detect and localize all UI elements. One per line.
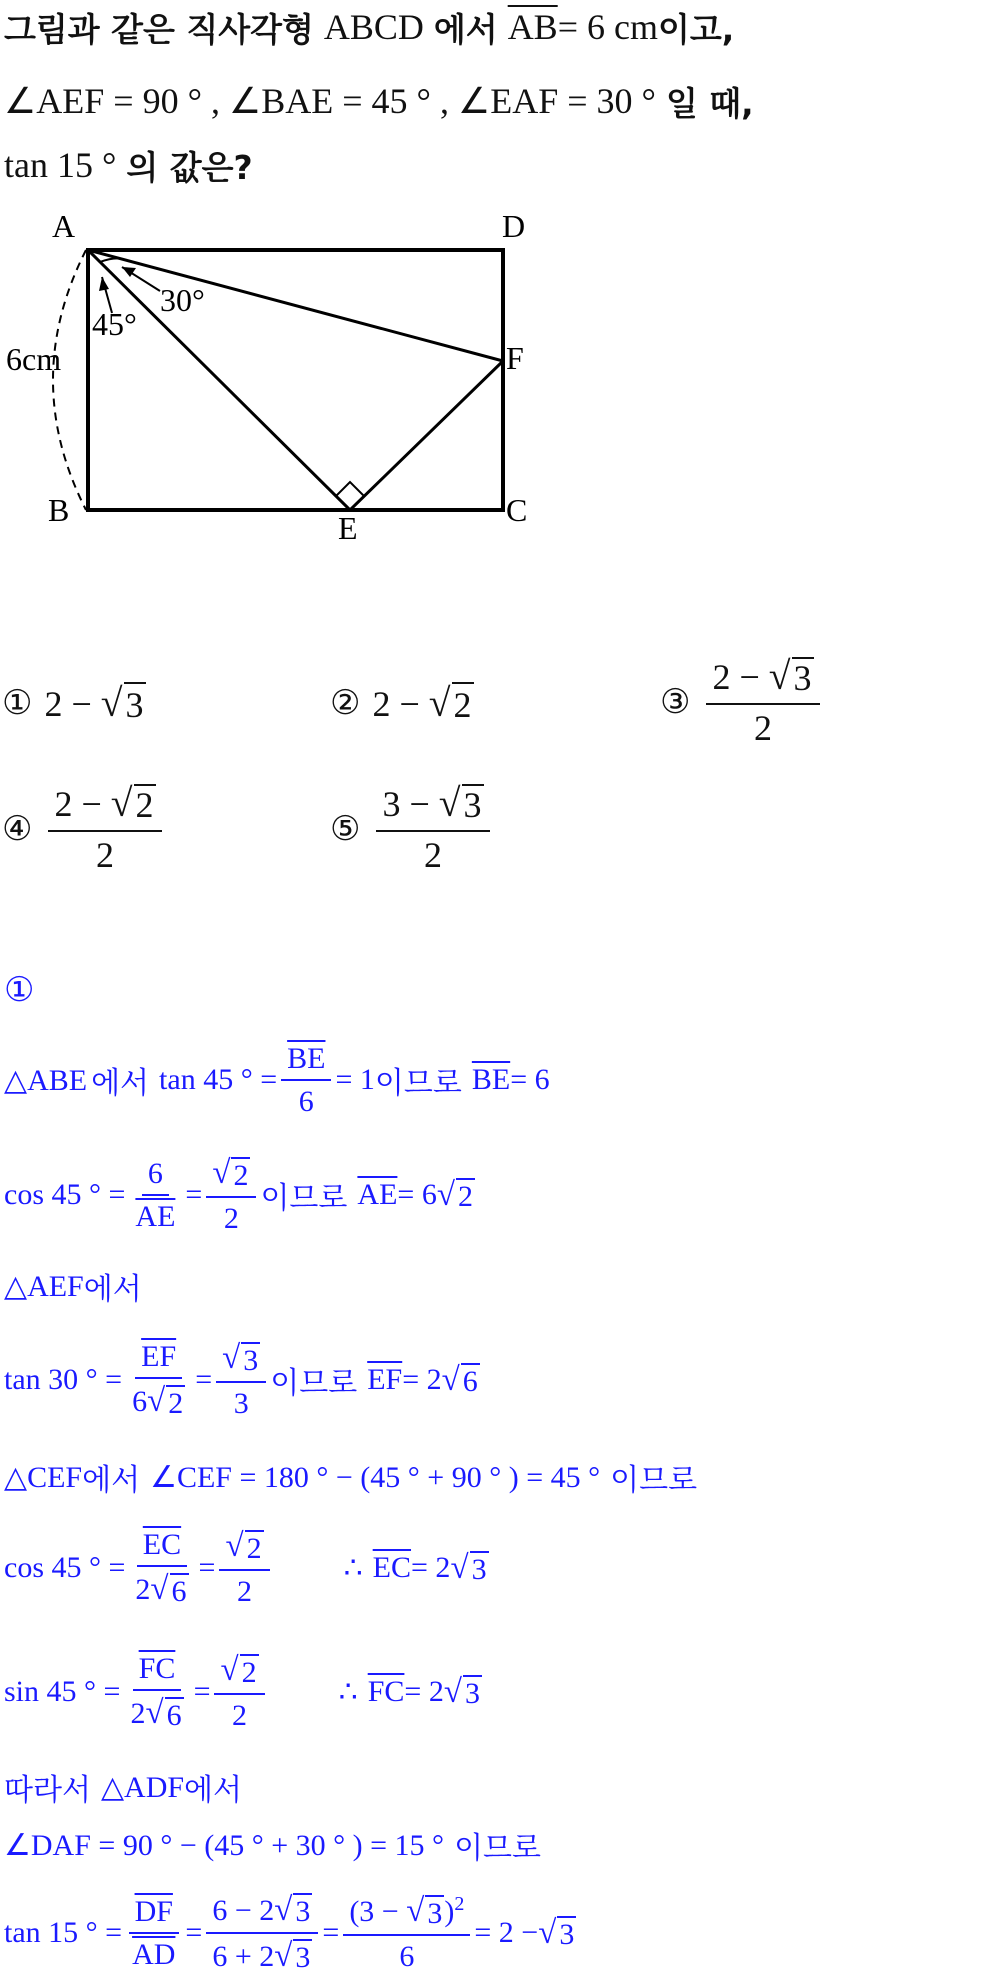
choice-term: 3 − [382,784,430,824]
fraction: √ 2 2 [206,1155,256,1234]
choice-mark: ④ [2,808,33,849]
choice-2[interactable] [330,680,474,726]
choice-term: 2 − [372,684,420,724]
choice-fraction [706,655,819,748]
numerator: $\overline{EF}$ [135,1340,182,1379]
korean-text: 에서 [91,1066,150,1101]
sqrt: √ 3 [450,1549,487,1586]
problem-text: 그림과 같은 직사각형 [4,9,314,49]
solution-line-8 [4,1762,242,1812]
denominator: 6 [399,1939,415,1973]
numerator-term: (3 − [349,1895,399,1929]
fraction [281,1042,331,1118]
radicand: 3 [559,1917,575,1951]
radicand: 3 [295,1895,311,1928]
choice-5[interactable] [330,782,494,875]
math-text: tan 30 ° = [4,1363,123,1396]
math-text: = 2 [404,1675,444,1708]
korean-text: 이므로 [270,1366,358,1401]
choice-1[interactable] [2,680,146,726]
choice-term: 2 − [44,684,92,724]
radicand: 6 [462,1364,478,1398]
math-text: = 2 [402,1363,442,1396]
radicand: 3 [124,682,146,726]
equals: = [322,1916,340,1949]
fraction [129,1157,181,1233]
korean-text: 이므로 [260,1181,348,1216]
vertex-a: A [52,208,76,244]
sqrt: √ 3 [438,781,482,825]
math-text: ∠CEF = 180 ° − (45 ° + 90 ° ) = 45 ° [150,1460,601,1494]
korean-text: 이므로 [374,1066,462,1101]
korean-text: 에서 [82,1463,141,1498]
answer-mark [4,968,34,1012]
denominator: AD [132,1938,176,1971]
sqrt: √ 2 [436,1176,473,1213]
fraction: 6 − 2 √ 3 6 + 2 √ 3 [206,1892,318,1975]
segment-ae [88,250,350,510]
choice-fraction [376,782,489,875]
sqrt: √ 2 [110,781,154,825]
equals: = [198,1551,216,1584]
radicand: 3 [464,1676,480,1710]
segment: $\overline{EF}$ [367,1363,403,1396]
segment: $\overline{EC}$ [372,1551,412,1584]
problem-text: 에서 [433,9,498,49]
length-value: = 6 cm [557,7,658,47]
korean-text: 에서 [184,1773,243,1808]
vertex-b: B [48,492,70,528]
choice-value [372,680,473,726]
radicand: 2 [135,784,154,825]
triangle-name: △CEF [4,1460,83,1494]
sqrt: √ 3 [443,1673,480,1710]
choice-mark: ② [330,683,361,723]
korean-text: 이므로 [610,1463,698,1498]
equals: = [195,1363,213,1396]
sqrt: √ 2 [428,681,472,725]
fraction: $\overline{EC}$ 2 √ 6 [135,1528,187,1608]
denominator: AE [135,1200,176,1233]
solution-line-4 [4,1330,480,1430]
choice-4[interactable] [2,782,166,875]
korean-text: 에서 [83,1272,142,1307]
vertex-d: D [502,208,526,244]
segment-ab: $\overline{AB}$ [507,7,558,47]
problem-line-3 [4,140,253,190]
fraction: √ 3 3 [216,1340,266,1419]
problem-line-2 [4,76,754,126]
problem-text: 일 때, [665,83,754,123]
angle-45-label: 45° [92,306,137,342]
choice-term: 2 − [712,657,760,697]
radicand: 2 [452,682,474,726]
denominator: 2 [754,707,772,748]
denominator: 2 [424,834,442,875]
side-length-label: 6cm [6,341,62,377]
radicand: 2 [246,1531,262,1565]
math-text: = 1 [335,1063,375,1096]
equals: = [193,1675,211,1708]
denominator: 6 [298,1085,314,1118]
choice-mark: ⑤ [330,808,361,849]
therefore-symbol: ∴ [338,1675,358,1709]
math-text: ∠DAF = 90 ° − (45 ° + 30 ° ) = 15 ° [4,1828,445,1862]
numerator: $\overline{FC}$ [133,1652,182,1691]
answer-value: ① [4,970,35,1010]
paren: ) [444,1895,455,1929]
numerator: $\overline{BE}$ [281,1042,331,1081]
math-text: tan 45 ° = [159,1063,278,1096]
numerator: $\overline{EC}$ [137,1528,187,1567]
segment-ef [350,361,503,510]
math-text: sin 45 ° = [4,1675,121,1708]
radicand: 2 [241,1655,257,1689]
solution-line-9 [4,1820,541,1870]
radicand: 2 [233,1158,249,1192]
segment: $\overline{AE}$ [357,1178,398,1211]
angle-30-label: 30° [160,282,205,318]
rect-label: ABCD [323,7,424,47]
math-text: cos 45 ° = [4,1551,126,1584]
solution-line-7 [4,1642,482,1742]
angle-arc [100,258,122,262]
solution-line-1 [4,1030,550,1130]
choice-mark: ① [2,683,33,723]
radicand: 3 [427,1896,443,1930]
rectangle-abcd [88,250,503,510]
fraction: $\overline{EF}$ 6 √ 2 [132,1340,184,1420]
angle-conditions: ∠AEF = 90 ° , ∠BAE = 45 ° , ∠EAF = 30 ° [4,81,656,121]
problem-text: 의 값은? [126,147,253,187]
vertex-f: F [506,340,524,376]
therefore-symbol: ∴ [343,1551,363,1585]
denominator-term: 6 + 2 [212,1940,275,1973]
radicand: 2 [168,1386,184,1420]
choice-3[interactable] [660,655,824,748]
sqrt: √ 3 [538,1914,575,1951]
equals: = [185,1916,203,1949]
fraction: √ 2 2 [219,1528,269,1607]
radicand: 3 [793,657,812,698]
math-text: = 2 − [474,1916,539,1949]
sqrt: √ 3 [768,654,812,698]
fraction [126,1895,181,1971]
radicand: 3 [471,1552,487,1586]
radicand: 3 [463,784,482,825]
solution-line-6 [4,1518,489,1618]
denominator-term: 2 [135,1573,151,1607]
question-expression: tan 15 ° [4,145,117,185]
equals: = [185,1178,203,1211]
radicand: 3 [243,1343,259,1377]
choice-fraction [48,782,161,875]
radicand: 2 [457,1179,473,1213]
triangle-name: △ADF [100,1770,185,1804]
solution-line-10 [4,1882,576,1984]
korean-text: 이므로 [454,1831,542,1866]
segment: $\overline{BE}$ [471,1063,511,1096]
exponent: 2 [454,1893,465,1916]
denominator: 2 [96,834,114,875]
korean-text: 따라서 [4,1773,91,1808]
denominator: 2 [223,1201,239,1235]
math-text: = 6 [510,1063,550,1096]
denominator: 2 [232,1698,248,1732]
denominator: 2 [237,1574,253,1608]
denominator: 3 [233,1386,249,1420]
problem-text: 이고, [658,9,735,49]
segment-af [88,250,503,361]
solution-line-3 [4,1262,142,1310]
choice-term: 2 − [54,784,102,824]
right-angle-mark [336,482,364,510]
radicand: 3 [295,1941,311,1975]
arrow-45-head [99,277,109,291]
radicand: 6 [166,1698,182,1732]
fraction: √ 2 2 [214,1652,264,1731]
choice-value [44,680,145,726]
denominator-term: 6 [132,1385,148,1419]
math-text: = 2 [411,1551,451,1584]
dashed-arc [53,250,86,510]
rectangle-figure [0,205,560,560]
sqrt: √ 6 [441,1361,478,1398]
problem-line-1 [4,2,734,52]
fraction: (3 − √ 3 )$^2$ 6 [343,1893,470,1972]
numerator-term: 6 − 2 [212,1893,275,1927]
numerator: 6 [142,1157,169,1196]
math-text: cos 45 ° = [4,1178,126,1211]
vertex-e: E [338,510,358,546]
sqrt: √ 3 [100,681,144,725]
segment: $\overline{FC}$ [367,1675,405,1708]
choice-mark: ③ [660,681,691,722]
math-text: tan 15 ° = [4,1916,123,1949]
triangle-name: △AEF [4,1269,84,1303]
triangle-name: △ABE [4,1063,88,1097]
solution-line-5 [4,1452,697,1502]
numerator: $\overline{DF}$ [129,1895,179,1934]
fraction: $\overline{FC}$ 2 √ 6 [130,1652,182,1732]
solution-line-2 [4,1145,475,1245]
math-text: = 6 [397,1178,437,1211]
vertex-c: C [506,492,528,528]
radicand: 6 [171,1574,187,1608]
denominator-term: 2 [130,1697,146,1731]
